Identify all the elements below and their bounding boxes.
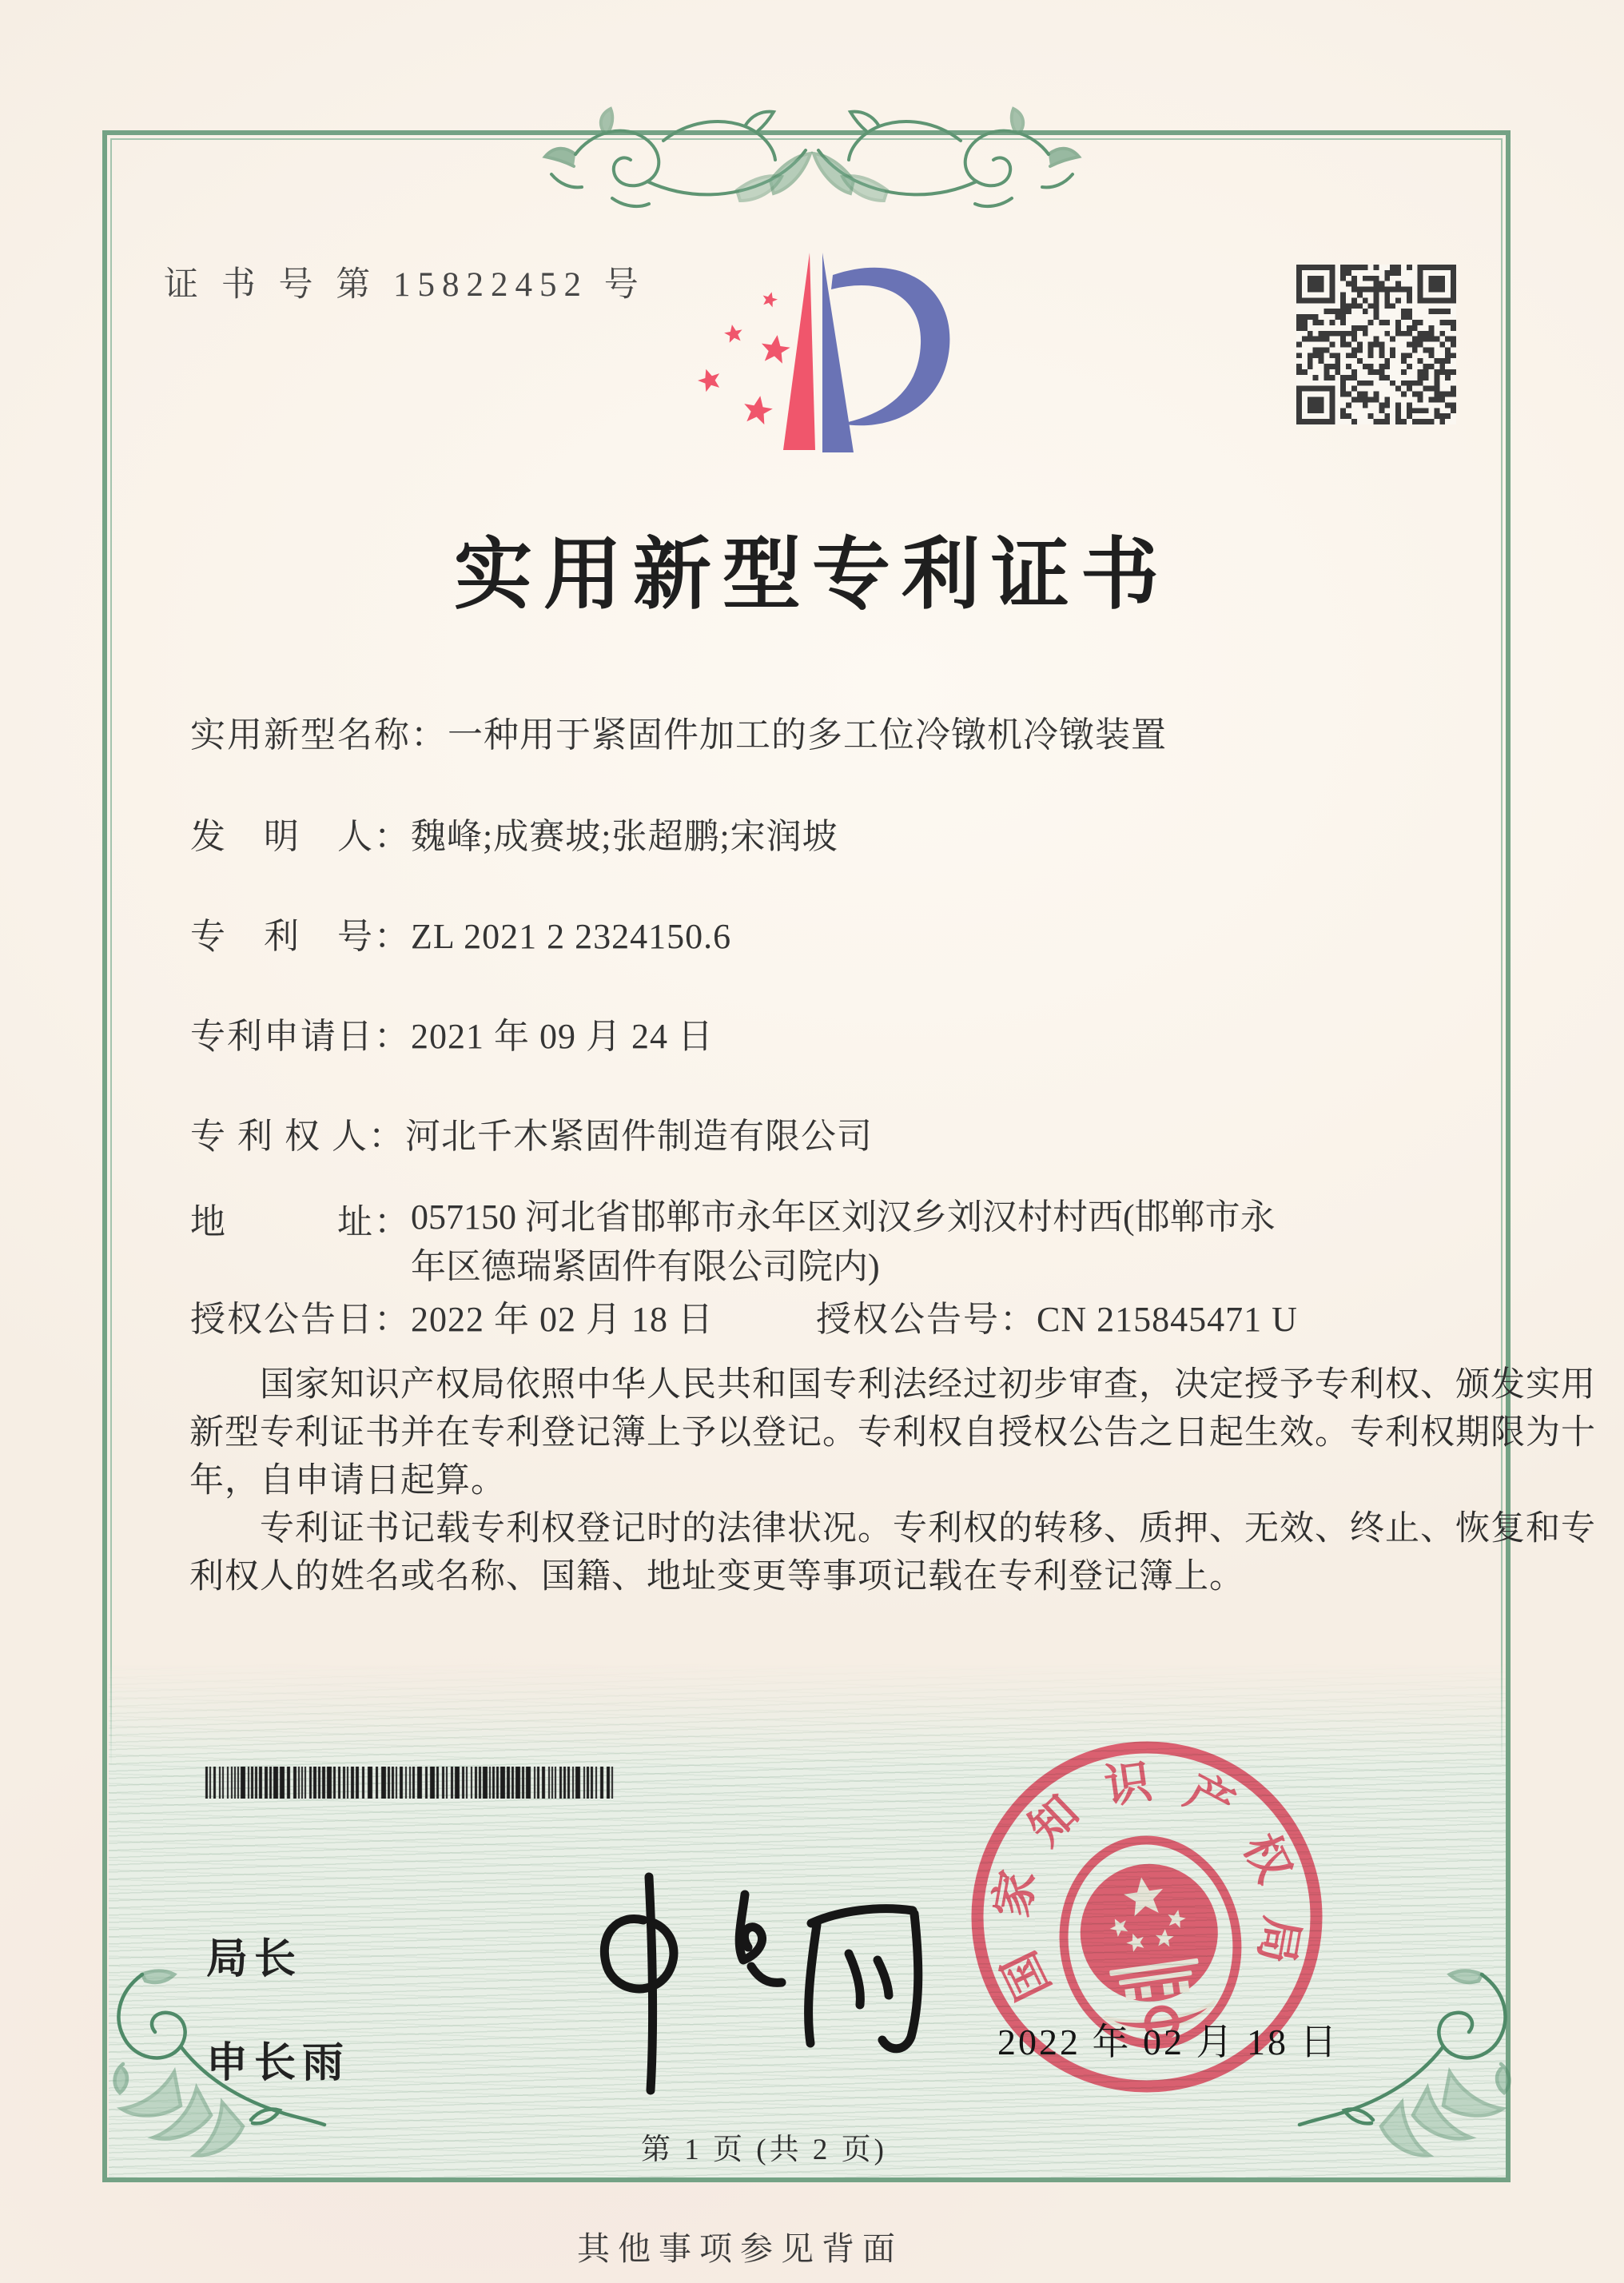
field-inventors xyxy=(190,807,1509,859)
seal-date: 2022 年 02 月 18 日 xyxy=(997,2022,1339,2062)
certificate-title: 实用新型专利证书 xyxy=(453,532,1170,619)
svg-text:识: 识 xyxy=(1101,1755,1155,1814)
paragraph-line: 利权人的姓名或名称、国籍、地址变更等事项记载在专利登记簿上。 xyxy=(189,1558,1244,1596)
svg-text:局: 局 xyxy=(1248,1912,1308,1968)
page-number: 第 1 页 (共 2 页) xyxy=(641,2134,887,2166)
field-address xyxy=(190,1193,1509,1292)
field-label: 专利申请日： xyxy=(190,1017,411,1056)
qr-code-icon xyxy=(1296,265,1456,424)
paragraph-line: 国家知识产权局依照中华人民共和国专利法经过初步审查，决定授予专利权、颁发实用 xyxy=(189,1366,1596,1404)
paragraph-line: 年，自申请日起算。 xyxy=(189,1462,506,1500)
field-value: 057150 河北省邯郸市永年区刘汉乡刘汉村村西(邯郸市永 年区德瑞紧固件有限公司院内) xyxy=(411,1197,1276,1286)
field-label: 发 明 人： xyxy=(190,817,411,856)
field-patent-number xyxy=(190,907,1509,958)
svg-text:产: 产 xyxy=(1176,1764,1243,1833)
field-value: 魏峰;成赛坡;张超鹏;宋润坡 xyxy=(411,817,838,856)
field-label: 实用新型名称： xyxy=(190,715,448,755)
field-label: 专 利 权 人： xyxy=(190,1117,405,1156)
certificate-number: 证 书 号 第 15822452 号 xyxy=(164,266,646,304)
field-grant-row xyxy=(190,1290,1509,1341)
field-value: 一种用于紧固件加工的多工位冷镦机冷镦装置 xyxy=(448,715,1167,755)
legal-statement xyxy=(189,1361,1596,1601)
field-grant-number: 授权公告号：CN 215845471 U xyxy=(816,1300,1298,1339)
paragraph-line: 新型专利证书并在专利登记簿上予以登记。专利权自授权公告之日起生效。专利权期限为十 xyxy=(189,1414,1596,1452)
director-name-label: 申长雨 xyxy=(206,2040,351,2086)
field-value: 河北千木紧固件制造有限公司 xyxy=(405,1117,873,1156)
field-filing-date xyxy=(190,1007,1509,1058)
svg-text:知: 知 xyxy=(1019,1785,1089,1856)
back-side-note: 其他事项参见背面 xyxy=(577,2230,903,2267)
paragraph-line: 专利证书记载专利权登记时的法律状况。专利权的转移、质押、无效、终止、恢复和专 xyxy=(189,1510,1596,1548)
svg-text:家: 家 xyxy=(985,1866,1045,1922)
barcode-icon xyxy=(204,1767,615,1799)
director-title-label: 局长 xyxy=(206,1936,303,1982)
cnipa-patent-logo-icon xyxy=(663,238,961,478)
dragon-ornament-icon xyxy=(527,77,1097,237)
field-label: 地 址： xyxy=(190,1202,411,1241)
field-grant-date: 授权公告日：2022 年 02 月 18 日 xyxy=(190,1300,714,1339)
field-label: 专 利 号： xyxy=(190,917,411,956)
svg-text:权: 权 xyxy=(1233,1826,1301,1891)
field-utility-model-name xyxy=(190,706,1509,757)
director-signature xyxy=(480,1847,943,2110)
field-patentee xyxy=(190,1107,1509,1158)
svg-text:国: 国 xyxy=(993,1943,1061,2008)
field-value: ZL 2021 2 2324150.6 xyxy=(411,917,732,956)
field-value: 2021 年 09 月 24 日 xyxy=(411,1017,714,1056)
